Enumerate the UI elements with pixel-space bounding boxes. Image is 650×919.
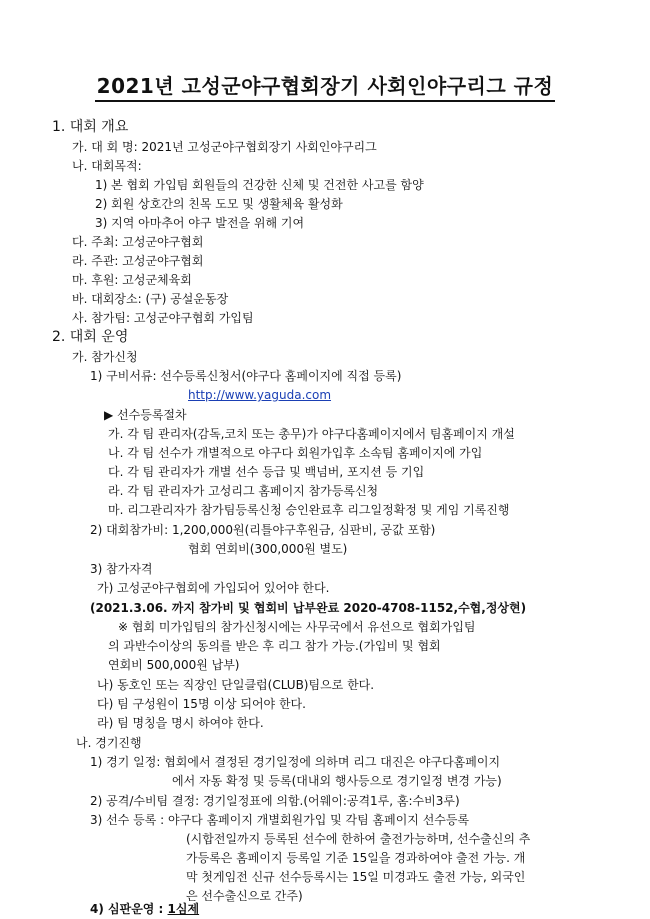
apply-label: 가. 참가신청 (72, 350, 138, 364)
qualification-label: 3) 참가자격 (90, 562, 153, 576)
title-text: 2021년 고성군야구협회장기 사회인야구리그 규정 (95, 74, 556, 102)
purpose-item: 2) 회원 상호간의 친목 도모 및 생활체육 활성화 (95, 197, 343, 211)
venue: 바. 대회장소: (구) 공설운동장 (72, 292, 229, 306)
payment-deadline: (2021.3.06. 까지 참가비 및 협회비 납부완료 2020-4708-1152,수협,정상현) (90, 601, 527, 615)
registration-step: 마. 리그관리자가 참가팀등록신청 승인완료후 리그일정확정 및 게임 기록진행 (108, 503, 510, 517)
qualification-a: 가) 고성군야구협회에 가입되어 있어야 한다. (97, 581, 330, 595)
qualification-b: 나) 동호인 또는 직장인 단일클럽(CLUB)팀으로 한다. (97, 678, 375, 692)
offense-defense: 2) 공격/수비팀 결정: 경기일정표에 의함.(어웨이:공격1루, 홈:수비3루) (90, 794, 460, 808)
purpose-item: 3) 지역 아마추어 야구 발전을 위해 기여 (95, 216, 305, 230)
player-registration: 3) 선수 등록 : 야구다 홈페이지 개별회원가입 및 각팀 홈페이지 선수등록 (90, 813, 470, 827)
event-name: 가. 대 회 명: 2021년 고성군야구협회장기 사회인야구리그 (72, 140, 377, 154)
yaguda-link[interactable]: http://www.yaguda.com (188, 388, 332, 402)
umpire-label: 4) 심판운영 : (90, 902, 168, 916)
player-registration-detail: (시합전일까지 등록된 선수에 한하여 출전가능하며, 선수출신의 추 (186, 832, 531, 846)
notice-line: ※ 협회 미가입팀의 참가신청시에는 사무국에서 유선으로 협회가입팀 (118, 620, 476, 634)
notice-line: 의 과반수이상의 동의를 받은 후 리그 참가 가능.(가입비 및 협회 (108, 639, 441, 653)
player-registration-detail: 은 선수출신으로 간주) (186, 889, 303, 903)
membership-fee: 협회 연회비(300,000원 별도) (188, 542, 348, 556)
operations-label: 나. 경기진행 (76, 736, 142, 750)
registration-step: 다. 각 팀 관리자가 개별 선수 등급 및 백넘버, 포지션 등 기입 (108, 465, 425, 479)
participating-teams: 사. 참가팀: 고성군야구협회 가입팀 (72, 311, 254, 325)
registration-label: ▶ 선수등록절차 (104, 408, 187, 422)
purpose-item: 1) 본 협회 가입팀 회원들의 건강한 신체 및 건전한 사고를 함양 (95, 178, 424, 192)
qualification-d: 라) 팀 명칭을 명시 하여야 한다. (97, 716, 264, 730)
qualification-c: 다) 팀 구성원이 15명 이상 되어야 한다. (97, 697, 306, 711)
document-title (0, 70, 650, 99)
entry-fee: 2) 대회참가비: 1,200,000원(리틀야구후원금, 심판비, 공값 포함) (90, 523, 436, 537)
organizer: 라. 주관: 고성군야구협회 (72, 254, 204, 268)
registration-step: 가. 각 팀 관리자(감독,코치 또는 총무)가 야구다홈페이지에서 팀홈페이지 개설 (108, 427, 515, 441)
section-2-heading: 2. 대회 운영 (52, 329, 129, 345)
registration-step: 나. 각 팀 선수가 개별적으로 야구다 회원가입후 소속팀 홈페이지에 가입 (108, 446, 483, 460)
notice-line: 연회비 500,000원 납부) (108, 658, 240, 672)
required-docs: 1) 구비서류: 선수등록신청서(야구다 홈페이지에 직접 등록) (90, 369, 402, 383)
schedule-line: 1) 경기 일정: 협회에서 결정된 경기일정에 의하며 리그 대진은 야구다홈페이지 (90, 755, 501, 769)
purpose-label: 나. 대회목적: (72, 159, 142, 173)
section-1-heading: 1. 대회 개요 (52, 119, 129, 135)
sponsor: 마. 후원: 고성군체육회 (72, 273, 192, 287)
schedule-line: 에서 자동 확정 및 등록(대내외 행사등으로 경기일정 변경 가능) (172, 774, 502, 788)
player-registration-detail: 가등록은 홈페이지 등록일 기준 15일을 경과하여야 출전 가능. 개 (186, 851, 526, 865)
umpire-value: 1심제 (167, 902, 200, 916)
host: 다. 주최: 고성군야구협회 (72, 235, 204, 249)
umpire-operation (90, 902, 199, 917)
player-registration-detail: 막 첫게임전 신규 선수등록시는 15일 미경과도 출전 가능, 외국인 (186, 870, 526, 884)
registration-step: 라. 각 팀 관리자가 고성리그 홈페이지 참가등록신청 (108, 484, 379, 498)
